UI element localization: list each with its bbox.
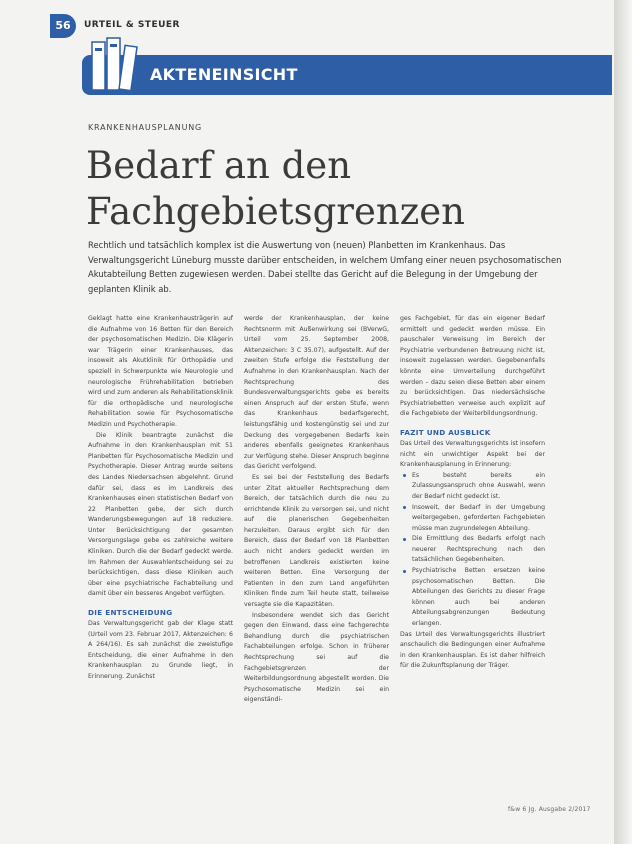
text-column-2 [244, 314, 389, 706]
section-subhead: FAZIT UND AUSBLICK [400, 427, 491, 437]
list-item: Psychiatrische Betten ersetzen keine psychosomatischen Betten. Die Abteilungen des Gerichts zu dieser Frage können auch bei anderen Abteilungsabgrenzungen Bedeutung erlangen. [410, 566, 545, 630]
article-headline: Bedarf an den Fachgebietsgrenzen [86, 144, 465, 233]
paragraph: ges Fachgebiet, für das ein eigener Bedarf ermittelt und gedeckt werden müsse. Ein pauschaler Verweisung im Bereich der Psychiatrie verbundenen Betreuung nicht ist, insoweit zugelassen werden. Gegebenenfalls könnte eine Umverteilung durchgeführt werden – dazu seien diese Betten aber einem zu berücksichtigen. Das niedersächsische Psychiatriebetten verweise auch explizit auf die Fachgebiete der Weiterbildungsordnung. [400, 315, 545, 418]
books-icon [88, 34, 138, 94]
article-kicker: KRANKENHAUSPLANUNG [88, 123, 203, 132]
paragraph: Es sei bei der Feststellung des Bedarfs unter Zitat aktueller Rechtsprechung dem Bereich, der tatsächlich durch die neu zu errichtende Klinik zu versorgen sei, und nicht auf die planerischen Gegebenheiten herzuleiten. Daraus ergibt sich für den Bereich, dass der Bedarf von 18 Planbetten auch nicht anders gedeckt werden im betroffenen Landkreis existierten keine weiteren Betten. Eine Versorgung der Patienten in den zum Land angeführten Kliniken finde zum Teil heute statt, teilweise versagte sie die Kapazitäten. [244, 473, 389, 609]
text-column-1 [88, 314, 233, 683]
paragraph: Das Urteil des Verwaltungsgerichts illustriert anschaulich die Bedingungen einer Aufnahme in den Krankenhausplan. Es ist daher hilfreich für die Zukunftsplanung der Träger. [400, 630, 545, 670]
paragraph: Das Verwaltungsgericht gab der Klage statt (Urteil vom 23. Februar 2017, Aktenzeichen: 6 A 264/16). Es sah zunächst die zweistufige Entscheidung, die einer Aufnahme in den Krankenhausplan zu Grunde liegt, in Erinnerung. Zunächst [88, 620, 233, 680]
paragraph: Geklagt hatte eine Krankenhausträgerin auf die Aufnahme von 16 Betten für den Bereich der psychosomatischen Medizin. Die Klägerin war Trägerin einer Krankenhauses, das insoweit als Akutklinik für Orthopädie und speziell in Schwerpunkte wie Neurologie und neurologische Frührehabilitation betrieben wird und zum anderen als Rehabilitationsklinik für die orthopädische und neurologische Rehabilitation sowie für Psychosomatische Medizin und Psychotherapie. [88, 315, 233, 428]
bullet-list [400, 471, 545, 630]
text-column-3 [400, 314, 545, 672]
list-item: Die Ermittlung des Bedarfs erfolgt nach neuerer Rechtsprechung nach den tatsächlichen Gegebenheiten. [410, 534, 545, 566]
section-title: AKTENEINSICHT [150, 65, 298, 84]
paragraph: Das Urteil des Verwaltungsgerichts ist insofern nicht ein unwichtiger Aspekt bei der Krankenhausplanung in Erinnerung: [400, 439, 545, 469]
article-lead: Rechtlich und tatsächlich komplex ist die Auswertung von (neuen) Planbetten im Krankenhaus. Das Verwaltungsgericht Lüneburg musste darüber entscheiden, in welchem Umfang einer neuen psychosomatischen Akutabteilung Betten zugewiesen werden. Dabei stellte das Gericht auf die Belegung in der Umgebung der geplanten Klinik ab. [88, 240, 562, 294]
list-item: Es besteht bereits ein Zulassungsanspruch ohne Auswahl, wenn der Bedarf nicht gedeckt ist. [410, 471, 545, 503]
page-edge-shadow [614, 0, 632, 844]
paragraph: Insbesondere wendet sich das Gericht gegen den Einwand, dass eine fachgerechte Behandlung durch die psychiatrischen Fachabteilungen erfolge. Schon in früherer Rechtsprechung sei auf die Fachgebietsgrenzen der Weiterbildungsordnung abgestellt worden. Die Psychosomatische Medizin sei ein eigenständi- [244, 611, 389, 704]
rubric-label: URTEIL & STEUER [84, 20, 180, 30]
list-item: Insoweit, der Bedarf in der Umgebung weitergegeben, geforderten Fachgebieten müsse man zugrundelegen Abteilung. [410, 503, 545, 535]
page-number: 56 [50, 14, 76, 38]
paragraph: werde der Krankenhausplan, der keine Rechtsnorm mit Außenwirkung sei (BVerwG, Urteil vom 25. September 2008, Aktenzeichen: 3 C 35.07), aufgestellt. Auf der zweiten Stufe erfolge die Feststellung der Aufnahme in den Krankenhausplan. Nach der Rechtsprechung des Bundesverwaltungsgerichts gebe es bereits einen Anspruch auf der ersten Stufe, wenn das Krankenhaus bedarfsgerecht, leistungsfähig und kostengünstig sei und zur Deckung des vorgegebenen Bedarfs kein anderes ebenfalls geeignetes Krankenhaus zur Verfügung stehe. Dieser Anspruch beginne das Gericht verfolgend. [244, 315, 389, 471]
paragraph: Die Klinik beantragte zunächst die Aufnahme in den Krankenhausplan mit 51 Planbetten für Psychosomatische Medizin und Psychotherapie. Dieser Antrag wurde seitens des Landes Niedersachsen abgelehnt. Grund dafür sei, dass es im Landkreis des Krankenhauses einen statistischen Bedarf von 22 Planbetten gebe, der sich durch Wanderungsbewegungen auf 18 reduziere. Unter Berücksichtigung der gesamten Versorgungslage gebe es zahlreiche weitere Kliniken. Durch die der Bedarf gedeckt werde. Im Rahmen der Auswahlentscheidung sei zu berücksichtigen, dass diese Kliniken auch über eine psychiatrische Fachabteilung und damit über ein besseres Angebot verfügten. [88, 431, 233, 598]
section-subhead: DIE ENTSCHEIDUNG [88, 608, 173, 618]
page-footer: f&w 6 Jg. Ausgabe 2/2017 [508, 806, 591, 813]
